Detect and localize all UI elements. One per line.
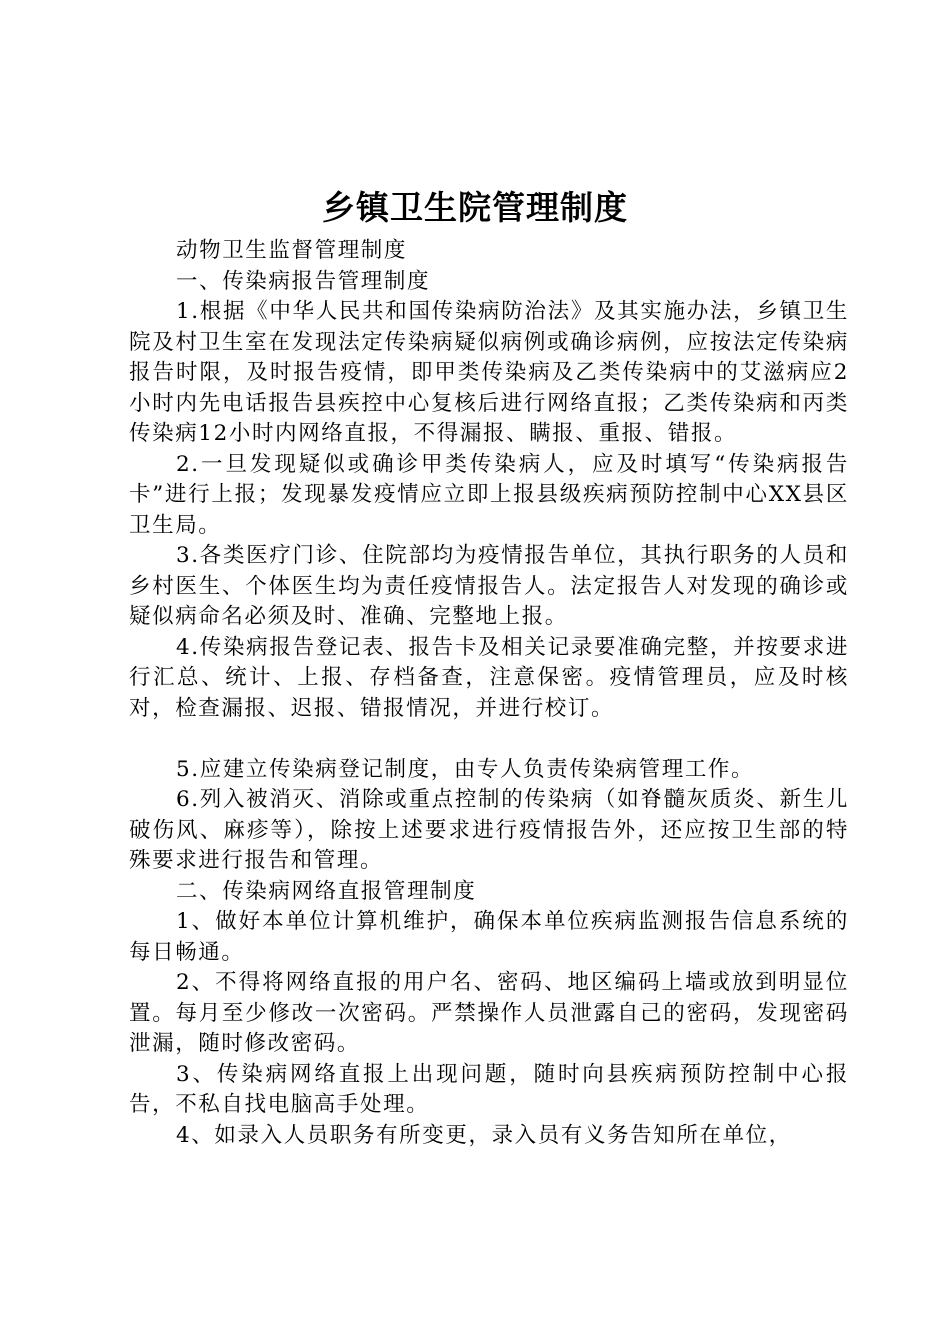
paragraph: 3.各类医疗门诊、住院部均为疫情报告单位，其执行职务的人员和乡村医生、个体医生均为责任疫情报告人。法定报告人对发现的确诊或疑似病命名必须及时、准确、完整地上报。 xyxy=(129,543,849,629)
paragraph: 3、传染病网络直报上出现问题，随时向县疾病预防控制中心报告，不私自找电脑高手处理。 xyxy=(129,1061,849,1117)
paragraph: 2.一旦发现疑似或确诊甲类传染病人，应及时填写“传染病报告卡”进行上报；发现暴发疫情应立即上报县级疾病预防控制中心XX县区卫生局。 xyxy=(129,451,849,538)
paragraph-spacer xyxy=(129,724,849,755)
paragraph: 1.根据《中华人民共和国传染病防治法》及其实施办法，乡镇卫生院及村卫生室在发现法定传染病疑似病例或确诊病例，应按法定传染病报告时限，及时报告疫情，即甲类传染病及乙类传染病中的艾滋病应2小时内先电话报告县疾控中心复核后进行网络直报；乙类传染病和丙类传染病12小时内网络直报，不得漏报、瞒报、重报、错报。 xyxy=(129,299,849,446)
paragraph: 6.列入被消灭、消除或重点控制的传染病（如脊髓灰质炎、新生儿破伤风、麻疹等），除按上述要求进行疫情报告外，还应按卫生部的特殊要求进行报告和管理。 xyxy=(129,787,849,873)
document-title: 乡镇卫生院管理制度 xyxy=(322,188,628,227)
paragraph: 1、做好本单位计算机维护，确保本单位疾病监测报告信息系统的每日畅通。 xyxy=(129,909,849,965)
paragraph: 2、不得将网络直报的用户名、密码、地区编码上墙或放到明显位置。每月至少修改一次密码。严禁操作人员泄露自己的密码，发现密码泄漏，随时修改密码。 xyxy=(129,970,849,1056)
paragraph: 5.应建立传染病登记制度，由专人负责传染病管理工作。 xyxy=(176,756,755,782)
section-heading-2: 二、传染病网络直报管理制度 xyxy=(176,878,477,904)
section-heading-1: 一、传染病报告管理制度 xyxy=(176,268,431,294)
document-body xyxy=(129,236,849,1151)
paragraph-subtitle: 动物卫生监督管理制度 xyxy=(176,238,408,263)
paragraph: 4.传染病报告登记表、报告卡及相关记录要准确完整，并按要求进行汇总、统计、上报、存档备查，注意保密。疫情管理员，应及时核对，检查漏报、迟报、错报情况，并进行校订。 xyxy=(129,634,849,721)
paragraph: 4、如录入人员职务有所变更，录入员有义务告知所在单位， xyxy=(176,1122,792,1148)
